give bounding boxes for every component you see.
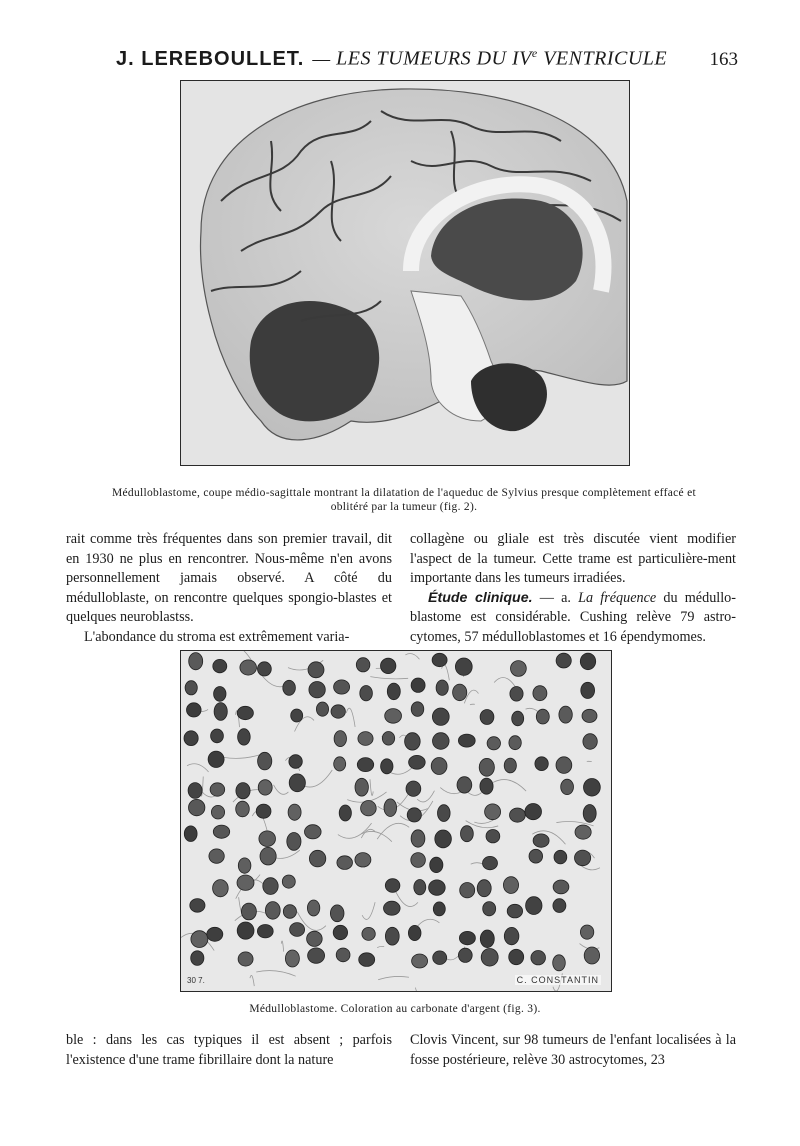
cell-nucleus [507, 904, 522, 918]
cell-nucleus [385, 879, 400, 893]
running-header [116, 38, 738, 68]
cell-nucleus [236, 783, 250, 799]
cell-nucleus [187, 703, 202, 717]
cell-nucleus [504, 927, 519, 944]
cell-nucleus [308, 662, 324, 678]
col4-paragraph: Clovis Vincent, sur 98 tumeurs de l'enfant localisées à la fosse postérieure, relève 30 astrocytomes, 23 [410, 1032, 736, 1068]
figure2-corner-mark: 30 7. [187, 976, 205, 985]
cell-nucleus [210, 783, 225, 796]
cell-nucleus [283, 680, 296, 695]
cell-nucleus [288, 804, 301, 820]
cell-nucleus [381, 759, 393, 774]
cell-nucleus [525, 804, 542, 820]
cell-nucleus [504, 758, 516, 773]
cell-nucleus [237, 922, 254, 939]
cell-nucleus [191, 951, 204, 966]
section-heading: Étude clinique. [428, 589, 533, 606]
cell-nucleus [191, 931, 208, 948]
figure1-caption-line2: oblitéré par la tumeur (fig. 2). [330, 501, 478, 513]
cell-nucleus [483, 856, 498, 869]
page-number: 163 [709, 48, 738, 70]
header-title-end: VENTRICULE [537, 47, 668, 70]
cell-nucleus [458, 948, 472, 962]
cell-nucleus [334, 680, 350, 694]
cell-nucleus [553, 899, 566, 913]
cell-nucleus [486, 830, 500, 843]
cell-nucleus [241, 903, 256, 920]
cell-nucleus [479, 758, 494, 776]
cell-nucleus [561, 779, 574, 794]
cell-nucleus [358, 732, 373, 746]
artist-signature: C. CONSTANTIN [516, 975, 599, 985]
cell-nucleus [285, 950, 299, 967]
cell-nucleus [584, 779, 601, 797]
cell-nucleus [308, 948, 325, 963]
header-title-main: LES TUMEURS DU IV [336, 47, 532, 70]
header-author: J. LEREBOULLET. [116, 47, 305, 70]
cell-nucleus [188, 783, 202, 799]
cell-nucleus [460, 883, 475, 898]
cell-nucleus [531, 951, 546, 965]
cell-nucleus [431, 758, 447, 775]
cell-nucleus [307, 900, 319, 916]
cell-nucleus [575, 850, 591, 866]
cell-nucleus [185, 681, 197, 695]
cell-nucleus [238, 729, 251, 745]
text-column-4 [410, 1031, 736, 1070]
col3-paragraph: ble : dans les cas typiques il est absent ; parfois l'existence d'une trame fibrillaire dont la nature [66, 1032, 392, 1068]
cell-nucleus [453, 684, 467, 701]
cell-nucleus [382, 732, 394, 746]
cell-nucleus [361, 801, 377, 816]
cell-nucleus [256, 804, 271, 818]
cell-nucleus [485, 804, 501, 820]
cell-nucleus [381, 658, 396, 673]
cell-nucleus [356, 658, 370, 672]
cell-nucleus [337, 856, 353, 870]
header-separator: — [312, 47, 331, 70]
cell-nucleus [258, 662, 272, 676]
cell-nucleus [209, 849, 224, 863]
cell-nucleus [433, 733, 450, 750]
brain-section-image [181, 81, 629, 465]
cell-nucleus [385, 709, 402, 724]
cell-nucleus [208, 751, 224, 767]
cell-nucleus [536, 709, 549, 724]
cell-nucleus [487, 737, 500, 750]
cell-nucleus [334, 757, 346, 771]
cell-nucleus [258, 752, 272, 770]
cell-nucleus [411, 702, 424, 717]
cell-nucleus [184, 731, 198, 746]
cell-nucleus [411, 853, 426, 868]
cell-nucleus [309, 850, 325, 867]
cell-nucleus [333, 925, 347, 939]
cell-nucleus [581, 682, 595, 698]
cell-nucleus [362, 927, 375, 940]
cell-nucleus [477, 880, 491, 897]
cell-nucleus [458, 734, 475, 747]
cell-nucleus [282, 875, 295, 888]
heading-dash: — a. [532, 589, 579, 606]
cell-nucleus [330, 905, 344, 922]
cell-nucleus [257, 925, 273, 938]
cell-nucleus [289, 755, 302, 769]
cell-nucleus [483, 902, 496, 916]
cell-nucleus [305, 825, 322, 839]
italic-term: La fréquence [578, 589, 657, 606]
cell-nucleus [480, 930, 494, 948]
cell-nucleus [559, 706, 572, 723]
cell-nucleus [190, 899, 205, 913]
cell-nucleus [553, 880, 569, 894]
cell-nucleus [387, 683, 400, 700]
cell-nucleus [511, 661, 527, 677]
cell-nucleus [503, 877, 518, 894]
cell-nucleus [459, 931, 475, 944]
cell-nucleus [336, 948, 350, 962]
header-title [336, 38, 667, 74]
cell-nucleus [360, 686, 373, 701]
cell-nucleus [406, 781, 421, 796]
figure1-caption-line1: Médulloblastome, coupe médio-sagittale montrant la dilatation de l'aqueduc de Sylvius presque complètement effacé et [111, 487, 696, 499]
cell-nucleus [580, 653, 595, 670]
cell-nucleus [339, 805, 351, 821]
cell-nucleus [334, 731, 346, 747]
cell-nucleus [331, 705, 345, 718]
cell-nucleus [213, 659, 227, 672]
cell-nucleus [238, 858, 251, 873]
cell-nucleus [184, 826, 197, 842]
cell-nucleus [287, 833, 301, 851]
cell-nucleus [436, 680, 448, 695]
cell-nucleus [211, 729, 224, 743]
cell-nucleus [533, 686, 547, 701]
text-column-1 [66, 530, 392, 647]
figure-brain-section [180, 80, 630, 466]
cell-nucleus [575, 825, 591, 839]
cell-nucleus [438, 805, 451, 822]
cell-nucleus [385, 927, 399, 945]
cell-nucleus [533, 834, 549, 847]
cell-nucleus [582, 709, 597, 722]
cell-nucleus [580, 925, 593, 939]
cell-nucleus [384, 799, 397, 817]
cell-nucleus [355, 778, 368, 796]
cell-nucleus [432, 708, 449, 725]
cell-nucleus [510, 687, 523, 702]
cell-nucleus [509, 949, 524, 964]
cell-nucleus [259, 831, 276, 847]
cell-nucleus [307, 931, 323, 946]
cell-nucleus [480, 710, 494, 725]
cell-nucleus [408, 925, 421, 940]
text-column-2 [410, 530, 736, 647]
cell-nucleus [510, 808, 526, 822]
cell-nucleus [405, 733, 421, 750]
cell-nucleus [290, 923, 305, 937]
cell-nucleus [407, 808, 421, 822]
cell-nucleus [433, 902, 445, 916]
cell-nucleus [529, 849, 543, 863]
cell-nucleus [237, 706, 253, 719]
histology-image [181, 651, 611, 991]
cell-nucleus [457, 777, 472, 793]
cell-nucleus [556, 653, 571, 668]
cell-nucleus [258, 780, 272, 795]
cell-nucleus [309, 682, 325, 698]
cell-nucleus [509, 736, 521, 750]
cell-nucleus [265, 902, 280, 920]
cell-nucleus [214, 687, 226, 702]
cell-nucleus [316, 702, 328, 716]
cell-nucleus [481, 949, 498, 967]
cell-nucleus [409, 755, 426, 769]
cell-nucleus [554, 850, 567, 864]
cell-nucleus [526, 897, 542, 915]
cell-nucleus [207, 927, 223, 941]
cell-nucleus [455, 658, 472, 675]
cell-nucleus [283, 905, 296, 919]
cell-nucleus [512, 711, 524, 726]
figure2-caption: Médulloblastome. Coloration au carbonate d'argent (fig. 3). [249, 1003, 541, 1015]
cell-nucleus [432, 653, 447, 666]
cell-nucleus [535, 757, 548, 771]
cell-nucleus [435, 830, 452, 848]
cell-nucleus [430, 857, 443, 872]
cell-nucleus [583, 805, 596, 823]
cell-nucleus [189, 799, 205, 815]
cell-nucleus [480, 778, 493, 794]
cell-nucleus [213, 880, 229, 897]
header-title-sup: e [531, 46, 538, 60]
cell-nucleus [238, 952, 253, 966]
cell-nucleus [583, 734, 597, 750]
col2-paragraph-2 [410, 589, 736, 648]
cell-nucleus [291, 709, 303, 722]
cell-nucleus [359, 953, 375, 967]
cell-nucleus [461, 826, 474, 842]
cell-nucleus [429, 880, 446, 895]
cell-nucleus [414, 880, 426, 895]
col1-paragraph-2: L'abondance du stroma est extrêmement varia- [84, 628, 350, 645]
cell-nucleus [236, 801, 250, 817]
figure1-caption [68, 486, 740, 514]
cell-nucleus [240, 660, 257, 675]
cell-nucleus [189, 653, 203, 670]
figure-histology [180, 650, 612, 992]
text-column-3 [66, 1031, 392, 1070]
cell-nucleus [433, 951, 447, 965]
cell-nucleus [289, 774, 305, 792]
cell-nucleus [384, 901, 401, 915]
cell-nucleus [357, 758, 373, 772]
cell-nucleus [213, 825, 229, 838]
cell-nucleus [411, 830, 425, 847]
cell-nucleus [411, 678, 425, 692]
cell-nucleus [412, 954, 428, 968]
fiber-strand [470, 704, 475, 705]
cell-nucleus [263, 878, 278, 895]
cell-nucleus [553, 955, 566, 971]
col2-paragraph-2-rest: du médullo-blastome est considérable. Cushing relève 79 astro-cytomes, 57 médulloblastomes et 16 épendymomes. [410, 589, 736, 645]
cell-nucleus [355, 853, 371, 867]
col2-paragraph-1: collagène ou gliale est très discutée vient modifier l'aspect de la tumeur. Cette trame est particulière-ment importante dans les tumeurs irradiées. [410, 531, 736, 586]
cell-nucleus [211, 805, 224, 819]
cell-nucleus [237, 875, 254, 890]
col1-paragraph-1: rait comme très fréquentes dans son premier travail, dit en 1930 ne plus en rencontrer. Nous-même n'en avons personnellement jamais observé. A côté du médulloblaste, on rencontre quelques spongio-blastes et quelques neuroblastss. [66, 531, 392, 625]
cell-nucleus [214, 703, 227, 721]
cell-nucleus [584, 947, 599, 964]
cell-nucleus [260, 847, 276, 865]
cell-nucleus [556, 757, 572, 774]
